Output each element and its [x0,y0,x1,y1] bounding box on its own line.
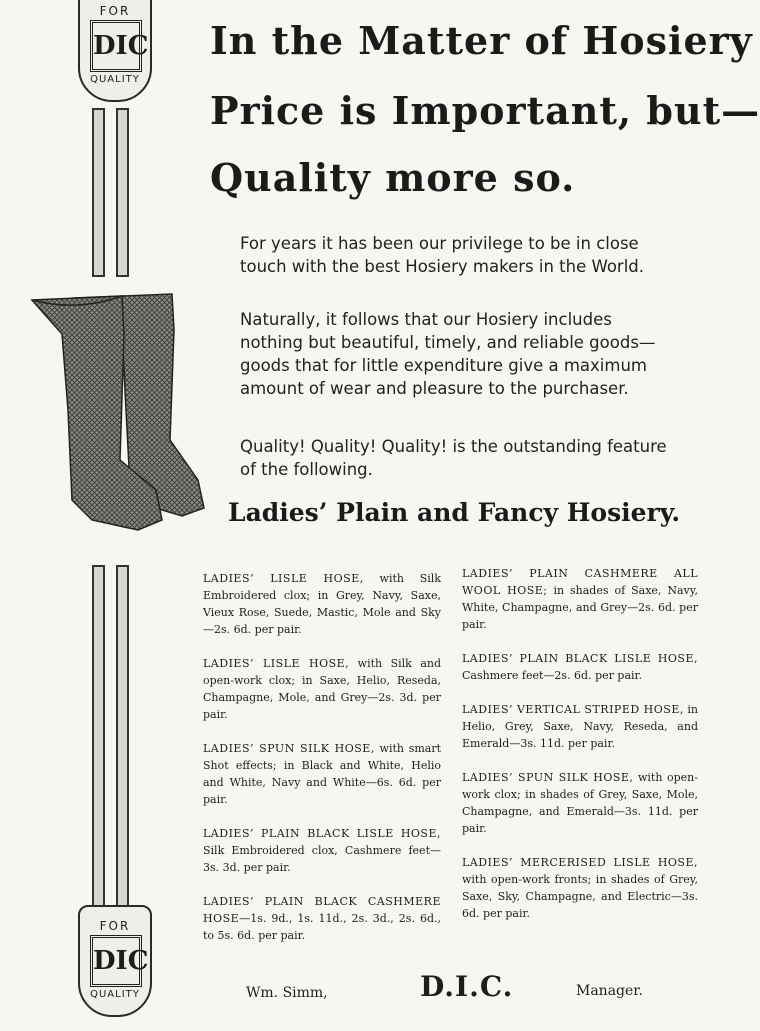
footer-title: Manager. [576,983,643,999]
hosiery-item [203,825,441,876]
decorative-pole [92,565,105,914]
hosiery-item [462,650,698,684]
hosiery-list-left [203,570,441,961]
hosiery-item [203,655,441,723]
item-name: LADIES’ MERCERISED LISLE HOSE, [462,856,698,869]
item-description: with open-work fronts; in shades of Grey, Saxe, Sky, Champagne, and Electric—3s. 6d. per pair. [462,873,698,920]
item-name: LADIES’ PLAIN BLACK CASHMERE HOSE [203,895,441,925]
decorative-pole [116,108,129,277]
badge-dic-monogram: DIC [90,935,142,987]
item-description: in shades of Saxe, Navy, White, Champagne, and Grey—2s. 6d. per pair. [462,584,699,631]
decorative-pole [92,108,105,277]
item-description: with open-work clox; in shades of Grey, Saxe, Mole, Champagne, and Emerald—3s. 11d. per pair. [462,771,698,835]
item-description: in Helio, Grey, Saxe, Navy, Reseda, and Emerald—3s. 11d. per pair. [462,703,698,750]
item-name: LADIES’ SPUN SILK HOSE, [203,742,375,755]
dic-quality-badge-bottom [78,905,152,1017]
badge-quality-text: QUALITY [90,74,140,85]
decorative-pole [116,565,129,914]
headline-line-2: Price is Important, but— [210,88,760,133]
hosiery-item [203,570,441,638]
hosiery-item [462,769,698,837]
headline-line-3: Quality more so. [210,155,576,200]
intro-paragraph-3: Quality! Quality! Quality! is the outstanding feature of the following. [240,437,667,479]
badge-dic-monogram: DIC [90,20,142,72]
hosiery-list-right [462,565,698,939]
hosiery-item [462,565,698,633]
item-description: with smart Shot effects; in Black and White, Helio and White, Navy and White—6s. 6d. per pair. [203,742,442,806]
item-description: Silk Embroidered clox, Cashmere feet—3s. 3d. per pair. [203,844,441,874]
intro-paragraph-2: Naturally, it follows that our Hosiery includes nothing but beautiful, timely, and reliable goods—goods that for little expenditure give a maximum amount of wear and pleasure to the purchaser. [240,310,656,398]
hosiery-item [462,854,698,922]
item-description: Cashmere feet—2s. 6d. per pair. [462,669,643,682]
hosiery-item [203,893,441,944]
badge-quality-text: QUALITY [90,989,140,1000]
item-name: LADIES’ PLAIN BLACK LISLE HOSE, [462,652,698,665]
badge-for-text: FOR [99,919,131,933]
item-description: with Silk and open-work clox; in Saxe, Helio, Reseda, Champagne, Mole, and Grey—2s. 3d. per pair. [203,657,441,721]
badge-for-text: FOR [99,4,131,18]
headline-line-1: In the Matter of Hosiery [210,18,753,63]
stockings-illustration [22,290,212,540]
item-name: LADIES’ LISLE HOSE, [203,657,350,670]
item-name: LADIES’ VERTICAL STRIPED HOSE, [462,703,684,716]
item-description: with Silk Embroidered clox; in Grey, Navy, Saxe, Vieux Rose, Suede, Mastic, Mole and Sky—2s. 6d. per pair. [203,572,441,636]
footer-brand: D.I.C. [420,970,514,1003]
item-name: LADIES’ LISLE HOSE, [203,572,364,585]
item-name: LADIES’ PLAIN BLACK LISLE HOSE, [203,827,441,840]
hosiery-item [203,740,441,808]
footer-signer: Wm. Simm, [246,985,328,1001]
intro-paragraph-1: For years it has been our privilege to be in close touch with the best Hosiery makers in the World. [240,234,645,276]
item-description: —1s. 9d., 1s. 11d., 2s. 3d., 2s. 6d., to 5s. 6d. per pair. [203,912,441,942]
hosiery-item [462,701,698,752]
item-name: LADIES’ SPUN SILK HOSE, [462,771,634,784]
item-name: LADIES’ PLAIN CASHMERE ALL WOOL HOSE; [462,567,698,597]
section-subheading: Ladies’ Plain and Fancy Hosiery. [228,498,681,527]
dic-quality-badge-top [78,0,152,102]
